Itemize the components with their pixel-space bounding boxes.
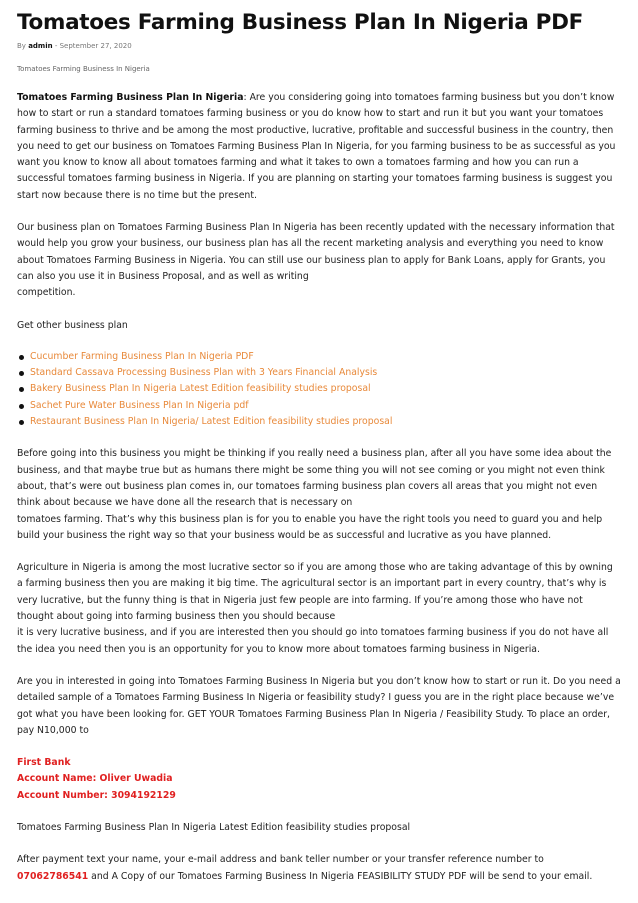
- paragraph-2-text: Our business plan on Tomatoes Farming Business Plan In Nigeria has been recently updated with the necessary information that would help you grow your business, our business plan has all the recent marketing analysis and everything you need to know about Tomatoes Farming Business in Nigeria. You can still use our business plan to apply for Bank Loans, apply for Grants, you can also you use it in Business Proposal, and as well as writing: [17, 222, 615, 282]
- paragraph-3-text: Before going into this business you might be thinking if you really need a business plan, after all you have some idea about the business, and that maybe true but as humans there might be some thing you will not see coming or you might not even think about, that’s were out business plan comes in, our tomatoes farming business plan covers all areas that you might not even think about because we have done all the research that is necessary on: [17, 448, 612, 509]
- post-date: September 27, 2020: [59, 42, 132, 50]
- closing-paragraph: [17, 852, 621, 885]
- paragraph-5: Are you in interested in going into Tomatoes Farming Business In Nigeria but you don’t know how to start or run it. Do you need a detailed sample of a Tomatoes Farming Business In Nigeria or feasibility study? I guess you are in the right place because we’ve got what you have been looking for. GET YOUR Tomatoes Farming Business Plan In Nigeria / Feasibility Study. To place an order, pay N10,000 to: [17, 675, 621, 736]
- closing-text: After payment text your name, your e-mail address and bank teller number or your transfer reference number to: [17, 854, 544, 866]
- category-link[interactable]: Tomatoes Farming Business In Nigeria: [17, 65, 150, 73]
- business-plan-link[interactable]: Sachet Pure Water Business Plan In Nigeria pdf: [30, 399, 249, 411]
- by-label: By: [17, 42, 26, 50]
- list-item: [17, 349, 621, 365]
- post-meta: [17, 42, 621, 51]
- list-item: [17, 365, 621, 381]
- paragraph-4-tail: it is very lucrative business, and if you are interested then you should go into tomatoes farming business if you do not have all the idea you need then you is an opportunity for you to know more about tomatoes farming business in Nigeria.: [17, 627, 609, 655]
- paragraph-4-text: Agriculture in Nigeria is among the most lucrative sector so if you are among those who are taking advantage of this by owning a farming business then you are making it big time. The agricultural sector is an important part in every country, that’s why is very lucrative, but the funny thing is that in Nigeria just few people are into farming. If you’re among those who have not thought about going into farming business then you should because: [17, 562, 613, 623]
- business-plan-link[interactable]: Bakery Business Plan In Nigeria Latest Edition feasibility studies proposal: [30, 383, 371, 395]
- page-title: Tomatoes Farming Business Plan In Nigeria PDF: [17, 10, 584, 35]
- list-item: [17, 381, 621, 397]
- account-name: Account Name: Oliver Uwadia: [17, 773, 173, 785]
- bank-name: First Bank: [17, 757, 71, 769]
- account-number: Account Number: 3094192129: [17, 789, 176, 801]
- intro-lead: Tomatoes Farming Business Plan In Nigeria: [17, 92, 244, 103]
- intro-paragraph: [17, 90, 621, 204]
- paragraph-2: [17, 220, 621, 301]
- paragraph-2-tail: competition.: [17, 287, 76, 299]
- latest-edition-line: Tomatoes Farming Business Plan In Nigeria Latest Edition feasibility studies proposal: [17, 821, 411, 833]
- author-link[interactable]: admin: [28, 42, 53, 50]
- list-item: [17, 398, 621, 414]
- business-plan-link[interactable]: Cucumber Farming Business Plan In Nigeria PDF: [30, 350, 254, 362]
- closing-tail: and A Copy of our Tomatoes Farming Business In Nigeria FEASIBILITY STUDY PDF will be send to your email.: [88, 870, 593, 882]
- business-plan-link[interactable]: Restaurant Business Plan In Nigeria/ Latest Edition feasibility studies proposal: [30, 416, 393, 428]
- intro-text: : Are you considering going into tomatoes farming business but you don’t know how to start or run a standard tomatoes farming business or you do know how to start and run it but you want your tomatoes farming business to thrive and be among the most productive, lucrative, profitable and successful business in the country, then you need to get our business on Tomatoes Farming Business Plan In Nigeria, for you farming business to be as successful as you want you know to know all about tomatoes farming and what it takes to own a tomatoes farming and how you can run a successful tomatoes farming business in Nigeria. If you are planning on starting your tomatoes farming business is suggest you start now because there is no time but the present.: [17, 92, 616, 201]
- paragraph-3-tail: tomatoes farming. That’s why this business plan is for you to enable you have the right tools you need to guard you and help build your business the right way so that your business would be as successful and lucrative as you have planned.: [17, 513, 603, 541]
- list-item: [17, 414, 621, 430]
- bank-details: [17, 755, 621, 804]
- meta-separator: -: [54, 42, 58, 50]
- business-plan-list: [17, 349, 621, 430]
- other-plans-heading: Get other business plan: [17, 319, 128, 331]
- phone-number[interactable]: 07062786541: [17, 870, 89, 882]
- paragraph-3: [17, 446, 621, 544]
- paragraph-4: [17, 560, 621, 658]
- business-plan-link[interactable]: Standard Cassava Processing Business Plan with 3 Years Financial Analysis: [30, 367, 378, 379]
